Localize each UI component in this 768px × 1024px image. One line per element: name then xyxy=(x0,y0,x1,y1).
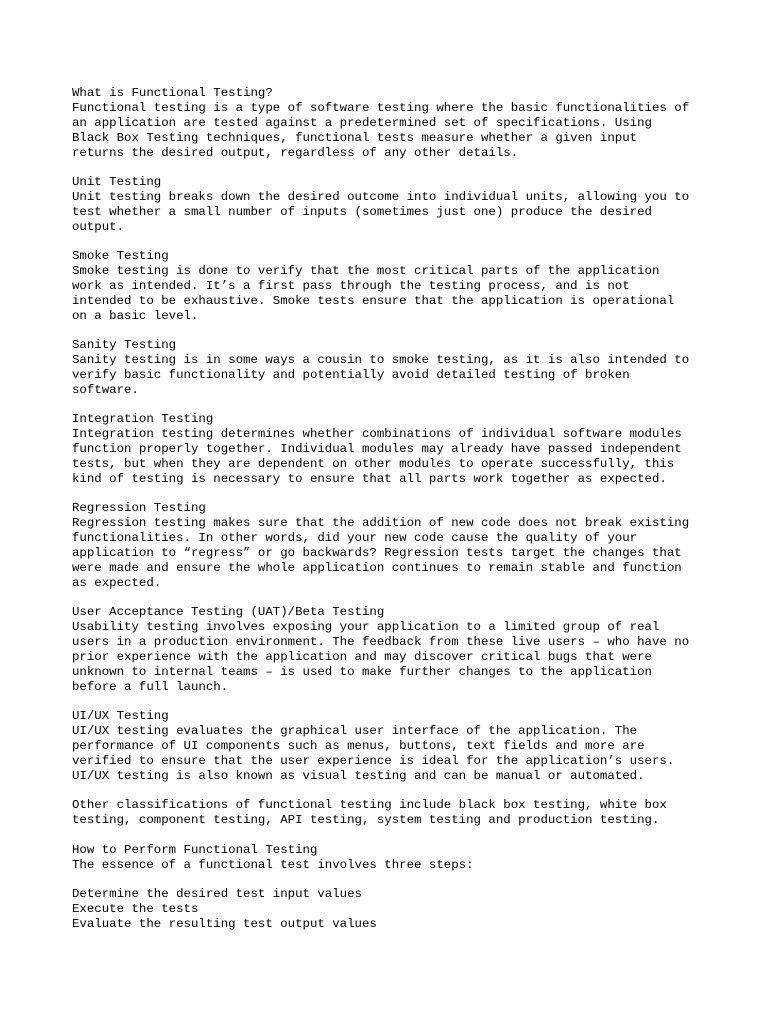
text-line: unknown to internal teams – is used to make further changes to the application xyxy=(72,664,652,679)
text-line: performance of UI components such as menus, buttons, text fields and more are xyxy=(72,739,645,754)
step-line: Evaluate the resulting test output values xyxy=(72,916,377,931)
text-line: UI/UX testing evaluates the graphical user interface of the application. The xyxy=(72,724,638,739)
text-line: returns the desired output, regardless of any other details. xyxy=(72,145,519,160)
text-line: test whether a small number of inputs (sometimes just one) produce the desired xyxy=(72,204,652,219)
section-heading: What is Functional Testing? xyxy=(72,86,273,100)
section-other-classifications xyxy=(72,798,712,828)
section-heading: UI/UX Testing xyxy=(72,709,169,724)
text-line: Unit testing breaks down the desired outcome into individual units, allowing you to xyxy=(72,189,690,204)
step-line: Determine the desired test input values xyxy=(72,887,362,902)
section-heading: User Acceptance Testing (UAT)/Beta Testing xyxy=(72,605,385,620)
text-line: Functional testing is a type of software testing where the basic functionalities of xyxy=(72,100,690,115)
text-line: Smoke testing is done to verify that the most critical parts of the application xyxy=(72,264,660,279)
section-regression-testing xyxy=(72,501,712,590)
step-line: Execute the tests xyxy=(72,902,199,917)
section-heading: Unit Testing xyxy=(72,175,162,190)
text-line: kind of testing is necessary to ensure that all parts work together as expected. xyxy=(72,471,667,486)
text-line: an application are tested against a predetermined set of specifications. Using xyxy=(72,115,652,130)
text-line: were made and ensure the whole application continues to remain stable and function xyxy=(72,561,682,576)
text-line: on a basic level. xyxy=(72,308,199,323)
section-unit-testing xyxy=(72,175,712,235)
text-line: function properly together. Individual modules may already have passed independent xyxy=(72,442,682,457)
section-heading: Regression Testing xyxy=(72,501,206,516)
section-sanity-testing xyxy=(72,338,712,398)
section-heading: How to Perform Functional Testing xyxy=(72,842,318,857)
text-line: Other classifications of functional testing include black box testing, white box xyxy=(72,798,667,813)
text-line: Integration testing determines whether combinations of individual software modules xyxy=(72,427,682,442)
text-line: UI/UX testing is also known as visual testing and can be manual or automated. xyxy=(72,768,645,783)
text-line: functionalities. In other words, did your new code cause the quality of your xyxy=(72,531,638,546)
section-heading: Sanity Testing xyxy=(72,338,177,353)
text-line: users in a production environment. The feedback from these live users – who have no xyxy=(72,635,690,650)
section-integration-testing xyxy=(72,412,712,486)
section-heading: Smoke Testing xyxy=(72,249,169,264)
text-line: output. xyxy=(72,219,125,234)
text-line: Black Box Testing techniques, functional tests measure whether a given input xyxy=(72,130,638,145)
text-line: verified to ensure that the user experience is ideal for the application’s users. xyxy=(72,754,675,768)
document-page xyxy=(72,86,712,946)
text-line: as expected. xyxy=(72,575,162,590)
section-heading: Integration Testing xyxy=(72,412,214,427)
section-steps xyxy=(72,887,712,932)
section-user-acceptance-testing xyxy=(72,605,712,694)
text-line: verify basic functionality and potentially avoid detailed testing of broken xyxy=(72,368,630,383)
text-line: intended to be exhaustive. Smoke tests ensure that the application is operational xyxy=(72,293,675,308)
text-line: prior experience with the application and may discover critical bugs that were xyxy=(72,650,652,665)
text-line: The essence of a functional test involves three steps: xyxy=(72,857,474,872)
text-line: software. xyxy=(72,382,139,397)
text-line: testing, component testing, API testing, system testing and production testing. xyxy=(72,813,660,828)
text-line: Usability testing involves exposing your application to a limited group of real xyxy=(72,620,660,635)
section-how-to-perform xyxy=(72,843,712,873)
section-what-is-functional-testing xyxy=(72,86,712,160)
section-ui-ux-testing xyxy=(72,709,712,783)
text-line: before a full launch. xyxy=(72,679,229,694)
text-line: work as intended. It’s a first pass through the testing process, and is not xyxy=(72,278,630,293)
text-line: Sanity testing is in some ways a cousin to smoke testing, as it is also intended to xyxy=(72,353,690,368)
text-line: tests, but when they are dependent on other modules to operate successfully, this xyxy=(72,457,675,472)
text-line: Regression testing makes sure that the addition of new code does not break existing xyxy=(72,516,690,531)
text-line: application to “regress” or go backwards? Regression tests target the changes that xyxy=(72,546,682,561)
section-smoke-testing xyxy=(72,249,712,323)
